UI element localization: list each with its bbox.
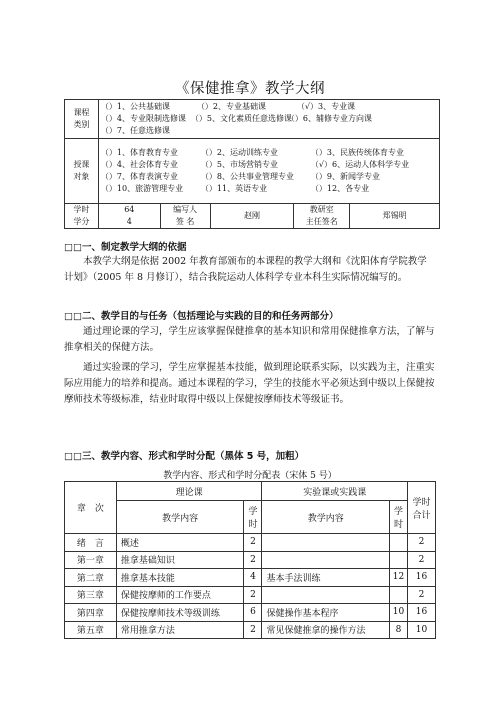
target-major-option: （）3、民族传统体育专业 bbox=[310, 148, 404, 157]
hours-credits-label: 学时 学分 bbox=[65, 204, 99, 229]
course-category-option: （）2、专业基础课 bbox=[196, 102, 266, 111]
practice-hours-cell: 10 bbox=[390, 604, 408, 622]
chapter-cell: 第二章 bbox=[65, 569, 117, 587]
chapter-header: 章 次 bbox=[65, 482, 117, 534]
practice-hours-header: 学 时 bbox=[390, 501, 408, 534]
schedule-table bbox=[64, 481, 436, 639]
theory-hours-cell: 2 bbox=[244, 551, 262, 569]
practice-hours-cell: 8 bbox=[390, 621, 408, 639]
office-label: 教研室 主任签名 bbox=[294, 204, 350, 229]
practice-content-cell: 基本手法训练 bbox=[262, 569, 390, 587]
section-2-paragraph-1: 通过理论课的学习，学生应该掌握保健推拿的基本知识和常用保健推拿方法，了解与推拿相关的保健方法。 bbox=[64, 326, 435, 353]
target-major-option: （）11、英语专业 bbox=[200, 184, 268, 193]
section-3-heading: □□三、教学内容、形式和学时分配（黑体 5 号，加粗） bbox=[64, 451, 305, 462]
schedule-row bbox=[65, 586, 436, 604]
target-major-option: （）7、体育表演专业 bbox=[100, 172, 178, 181]
course-category-label: 课程 类别 bbox=[65, 100, 99, 139]
section-2-paragraph-2: 通过实验课的学习，学生应掌握基本技能，做到理论联系实际，以实践为主，注重实际应用能力的培养和提高。通过本课程的学习，学生的技能水平必须达到中级以上保健按摩师技术等级标准，结业时取得中级以上保健按摩师技术等级证书。 bbox=[64, 362, 435, 405]
practice-hours-cell bbox=[390, 534, 408, 552]
section-1-paragraph: 本教学大纲是依据 2002 年教育部颁布的本课程的教学大纲和《沈阳体育学院教学计划》（2005 年 8 月修订），结合我院运动人体科学专业本科生实际情况编写的。 bbox=[64, 256, 427, 283]
course-category-option: （）6、辅修专业方向课 bbox=[286, 114, 372, 123]
course-category-row bbox=[65, 100, 440, 139]
schedule-row bbox=[65, 604, 436, 622]
section-2-heading: □□二、教学目的与任务（包括理论与实践的目的和任务两部分） bbox=[64, 311, 339, 322]
office-value: 郑锡明 bbox=[350, 204, 440, 229]
theory-hours-cell: 6 bbox=[244, 604, 262, 622]
practice-hours-cell: 12 bbox=[390, 569, 408, 587]
course-category-option: （）4、专业限制选修课 bbox=[100, 114, 186, 123]
practice-content-cell bbox=[262, 534, 390, 552]
chapter-cell: 第四章 bbox=[65, 604, 117, 622]
target-major-option: （√）6、运动人体科学专业 bbox=[310, 160, 410, 169]
total-hours-cell: 16 bbox=[408, 569, 436, 587]
course-category-option: （）7、任意选修课 bbox=[100, 126, 170, 135]
hours-credits-value: 64 4 bbox=[98, 204, 160, 229]
chapter-cell: 第三章 bbox=[65, 586, 117, 604]
total-hours-header: 学时 合计 bbox=[408, 482, 436, 534]
target-major-option: （）1、体育教育专业 bbox=[100, 148, 178, 157]
theory-content-cell: 常用推拿方法 bbox=[116, 621, 244, 639]
schedule-row bbox=[65, 569, 436, 587]
schedule-body bbox=[65, 534, 436, 639]
course-category-option: （）5、文化素质任意选修课 bbox=[190, 114, 292, 123]
chapter-cell: 绪 言 bbox=[65, 534, 117, 552]
practice-hours-cell bbox=[390, 586, 408, 604]
target-major-row bbox=[65, 139, 440, 204]
theory-hours-cell: 2 bbox=[244, 586, 262, 604]
target-major-option: （）12、各专业 bbox=[310, 184, 370, 193]
schedule-row bbox=[65, 551, 436, 569]
chapter-cell: 第一章 bbox=[65, 551, 117, 569]
total-hours-cell: 16 bbox=[408, 604, 436, 622]
schedule-row bbox=[65, 534, 436, 552]
author-label: 编写人 签 名 bbox=[160, 204, 210, 229]
total-hours-cell: 2 bbox=[408, 551, 436, 569]
theory-hours-cell: 2 bbox=[244, 534, 262, 552]
total-hours-cell: 10 bbox=[408, 621, 436, 639]
practice-content-cell: 常见保健推拿的操作方法 bbox=[262, 621, 390, 639]
theory-header: 理论课 bbox=[116, 482, 262, 501]
theory-content-cell: 推拿基本技能 bbox=[116, 569, 244, 587]
schedule-caption: 教学内容、形式和学时分配表（宋体 5 号） bbox=[163, 471, 337, 481]
target-major-option: （）8、公共事业管理专业 bbox=[200, 172, 294, 181]
theory-hours-cell: 4 bbox=[244, 569, 262, 587]
practice-content-cell bbox=[262, 551, 390, 569]
total-hours-cell: 2 bbox=[408, 586, 436, 604]
theory-content-cell: 保健按摩师技术等级训练 bbox=[116, 604, 244, 622]
theory-content-header: 教学内容 bbox=[116, 501, 244, 534]
schedule-row bbox=[65, 621, 436, 639]
course-category-options bbox=[98, 100, 439, 139]
target-major-option: （）4、社会体育专业 bbox=[100, 160, 178, 169]
schedule-header-row-2 bbox=[65, 501, 436, 534]
theory-content-cell: 概述 bbox=[116, 534, 244, 552]
practice-content-header: 教学内容 bbox=[262, 501, 390, 534]
course-category-option: （）1、公共基础课 bbox=[100, 102, 170, 111]
target-major-option: （）9、新闻学专业 bbox=[310, 172, 380, 181]
practice-content-cell bbox=[262, 586, 390, 604]
target-major-label: 授课 对象 bbox=[65, 139, 99, 204]
target-major-option: （）5、市场营销专业 bbox=[200, 160, 278, 169]
total-hours-cell: 2 bbox=[408, 534, 436, 552]
target-major-option: （）10、旅游管理专业 bbox=[100, 184, 184, 193]
theory-hours-header: 学 时 bbox=[244, 501, 262, 534]
section-1-heading: □□一、制定教学大纲的依据 bbox=[64, 242, 187, 253]
target-major-options bbox=[98, 139, 439, 204]
target-major-option: （）2、运动训练专业 bbox=[200, 148, 278, 157]
course-category-option: （√）3、专业课 bbox=[296, 102, 356, 111]
theory-content-cell: 推拿基础知识 bbox=[116, 551, 244, 569]
course-info-table bbox=[64, 99, 440, 229]
author-value: 赵刚 bbox=[210, 204, 294, 229]
schedule-header-row-1 bbox=[65, 482, 436, 501]
theory-content-cell: 保健按摩师的工作要点 bbox=[116, 586, 244, 604]
theory-hours-cell: 2 bbox=[244, 621, 262, 639]
practice-header: 实验课或实践课 bbox=[262, 482, 408, 501]
document-title: 《保健推拿》教学大纲 bbox=[175, 81, 325, 97]
practice-hours-cell bbox=[390, 551, 408, 569]
meta-row bbox=[65, 204, 440, 229]
practice-content-cell: 保健操作基本程序 bbox=[262, 604, 390, 622]
chapter-cell: 第五章 bbox=[65, 621, 117, 639]
